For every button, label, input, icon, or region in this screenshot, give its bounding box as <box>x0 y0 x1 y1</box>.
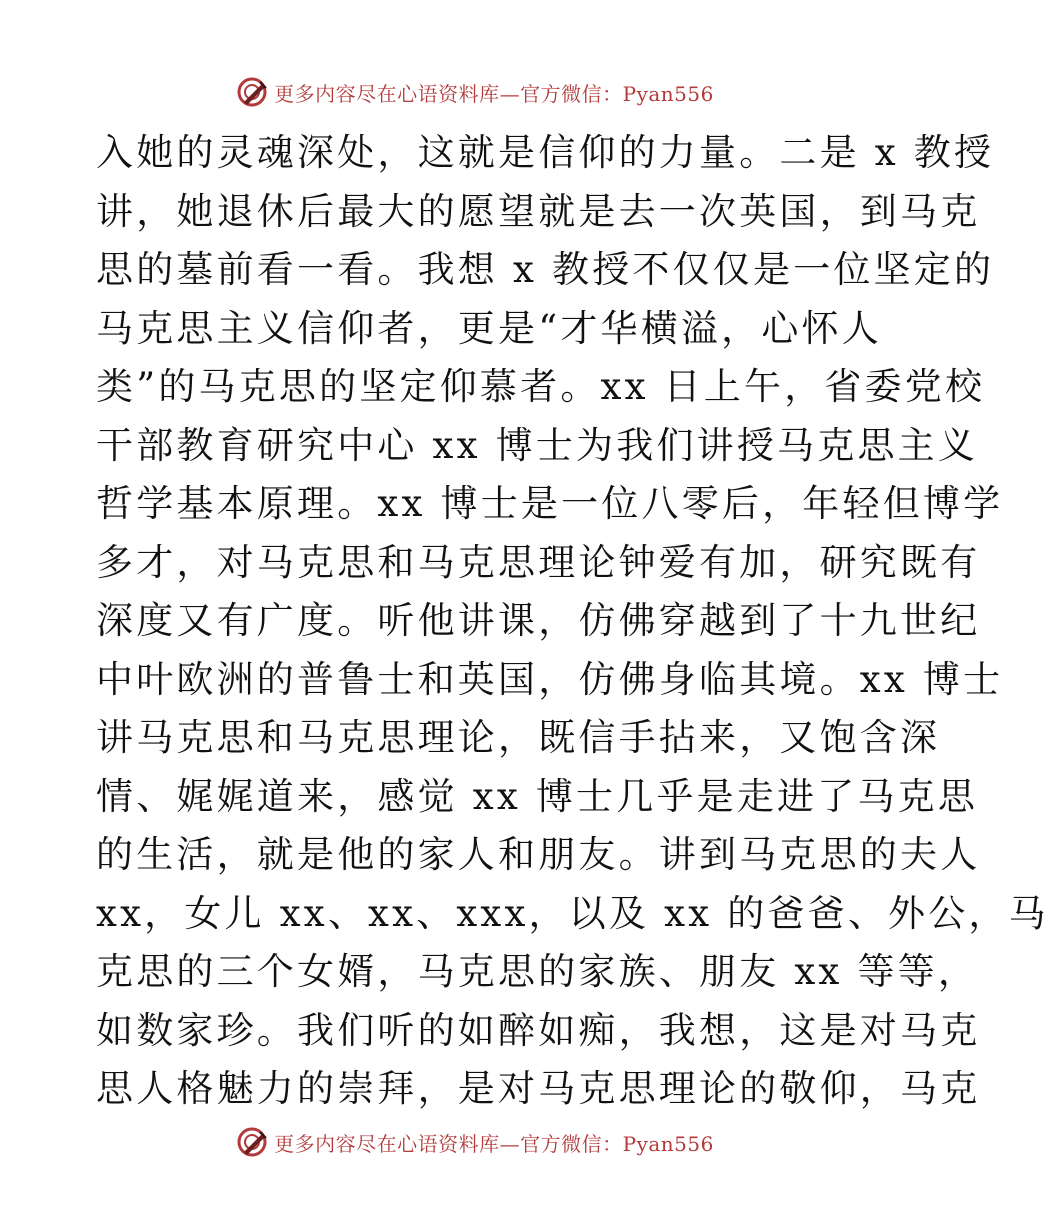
text-line: 深度又有广度。听他讲课，仿佛穿越到了十九世纪 <box>96 599 981 642</box>
footer-banner-text: 更多内容尽在心语资料库—官方微信：Pyan556 <box>274 1131 714 1156</box>
header-banner-text: 更多内容尽在心语资料库—官方微信：Pyan556 <box>274 81 714 106</box>
text-line: 多才，对马克思和马克思理论钟爱有加，研究既有 <box>96 540 981 584</box>
body-text <box>96 124 1049 1119</box>
text-line: 中叶欧洲的普鲁士和英国，仿佛身临其境。xx 博士 <box>96 657 1004 701</box>
footer-banner <box>0 1122 950 1162</box>
pen-seal-logo-icon <box>236 76 268 108</box>
text-line: 哲学基本原理。xx 博士是一位八零后，年轻但博学 <box>96 482 1004 525</box>
text-line: xx，女儿 xx、xx、xxx，以及 xx 的爸爸、外公，马 <box>96 891 1049 935</box>
text-line: 克思的三个女婿，马克思的家族、朋友 xx 等等， <box>96 950 979 993</box>
text-line: 情、娓娓道来，感觉 xx 博士几乎是走进了马克思 <box>96 774 979 818</box>
text-line: 的生活，就是他的家人和朋友。讲到马克思的夫人 <box>96 833 981 876</box>
header-banner <box>0 72 950 112</box>
text-line: 讲马克思和马克思理论，既信手拈来，又饱含深 <box>96 716 941 759</box>
pen-seal-logo-icon <box>236 1126 268 1158</box>
text-line: 马克思主义信仰者，更是“才华横溢，心怀人 <box>96 306 882 350</box>
text-line: 如数家珍。我们听的如醉如痴，我想，这是对马克 <box>96 1008 981 1052</box>
text-line: 干部教育研究中心 xx 博士为我们讲授马克思主义 <box>96 423 979 467</box>
text-line: 讲，她退休后最大的愿望就是去一次英国，到马克 <box>96 189 981 233</box>
text-line: 入她的灵魂深处，这就是信仰的力量。二是 x 教授 <box>96 131 995 174</box>
text-line: 思的墓前看一看。我想 x 教授不仅仅是一位坚定的 <box>96 248 995 291</box>
text-line: 思人格魅力的崇拜，是对马克思理论的敬仰，马克 <box>96 1067 981 1110</box>
text-line: 类”的马克思的坚定仰慕者。xx 日上午，省委党校 <box>96 365 986 408</box>
